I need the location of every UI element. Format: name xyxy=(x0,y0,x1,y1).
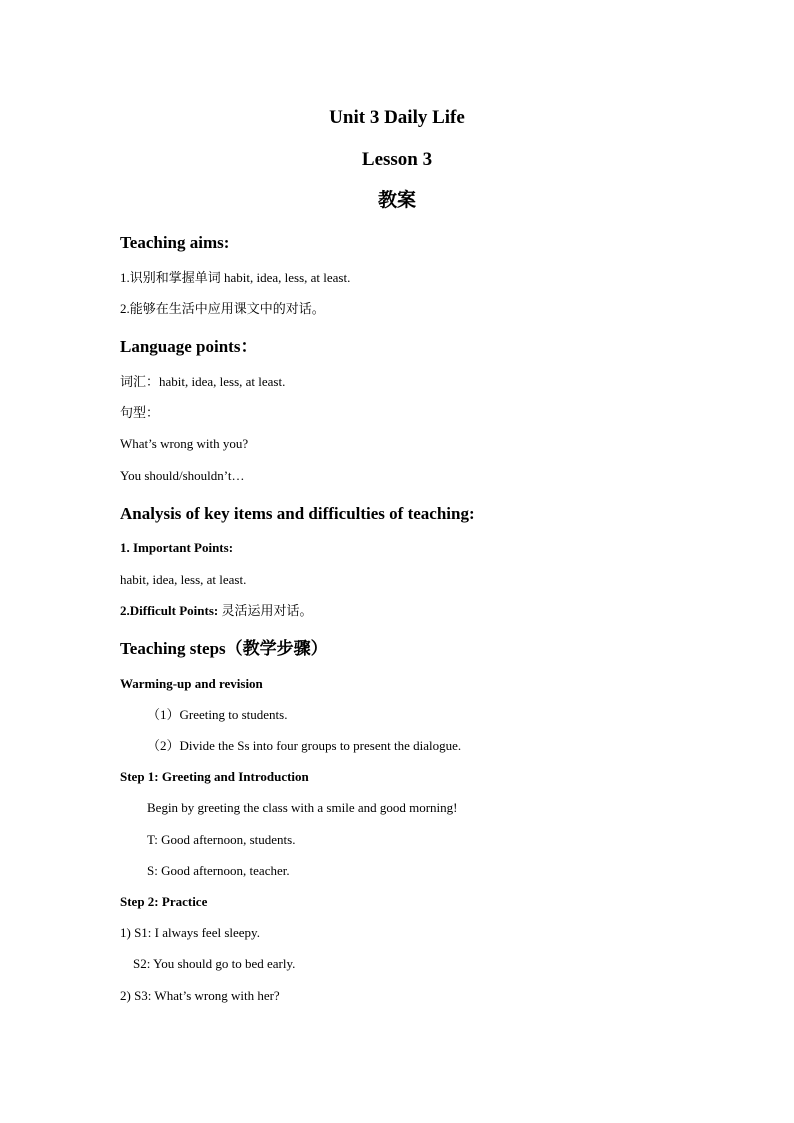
teaching-aim-item: 1.识别和掌握单词 habit, idea, less, at least. xyxy=(120,270,351,285)
doc-type-title: 教案 xyxy=(377,190,416,211)
step2-line: 1) S1: I always feel sleepy. xyxy=(120,925,260,940)
step2-line: 2) S3: What’s wrong with her? xyxy=(120,988,280,1003)
teaching-aims-heading: Teaching aims: xyxy=(120,233,230,252)
warmup-heading: Warming-up and revision xyxy=(120,676,263,691)
vocab-line: 词汇：habit, idea, less, at least. xyxy=(120,374,286,389)
language-points-heading: Language points： xyxy=(120,337,258,356)
sentence-item: What’s wrong with you? xyxy=(120,436,249,451)
step1-line: S: Good afternoon, teacher. xyxy=(147,863,290,878)
step1-line: Begin by greeting the class with a smile and good morning! xyxy=(147,800,458,815)
sentence-item: You should/shouldn’t… xyxy=(120,468,245,483)
important-points-label: 1. Important Points: xyxy=(120,540,234,555)
document-title: Unit 3 Daily Life xyxy=(329,107,465,128)
teaching-aim-item: 2.能够在生活中应用课文中的对话。 xyxy=(120,301,325,316)
difficult-points-label: 2.Difficult Points: xyxy=(120,603,219,618)
difficult-points-text: 灵活运用对话。 xyxy=(218,603,313,618)
important-points-text: habit, idea, less, at least. xyxy=(120,572,247,587)
sentence-label: 句型： xyxy=(120,405,160,420)
step2-heading: Step 2: Practice xyxy=(120,894,208,909)
difficult-points-line xyxy=(120,604,312,617)
warmup-item: （2）Divide the Ss into four groups to present the dialogue. xyxy=(147,738,462,753)
step1-line: T: Good afternoon, students. xyxy=(147,832,296,847)
step1-heading: Step 1: Greeting and Introduction xyxy=(120,769,309,784)
analysis-heading: Analysis of key items and difficulties of teaching: xyxy=(120,504,475,523)
lesson-title: Lesson 3 xyxy=(361,149,433,170)
teaching-steps-heading: Teaching steps（教学步骤） xyxy=(120,639,328,658)
warmup-item: （1）Greeting to students. xyxy=(147,707,288,722)
step2-line: S2: You should go to bed early. xyxy=(133,956,296,971)
